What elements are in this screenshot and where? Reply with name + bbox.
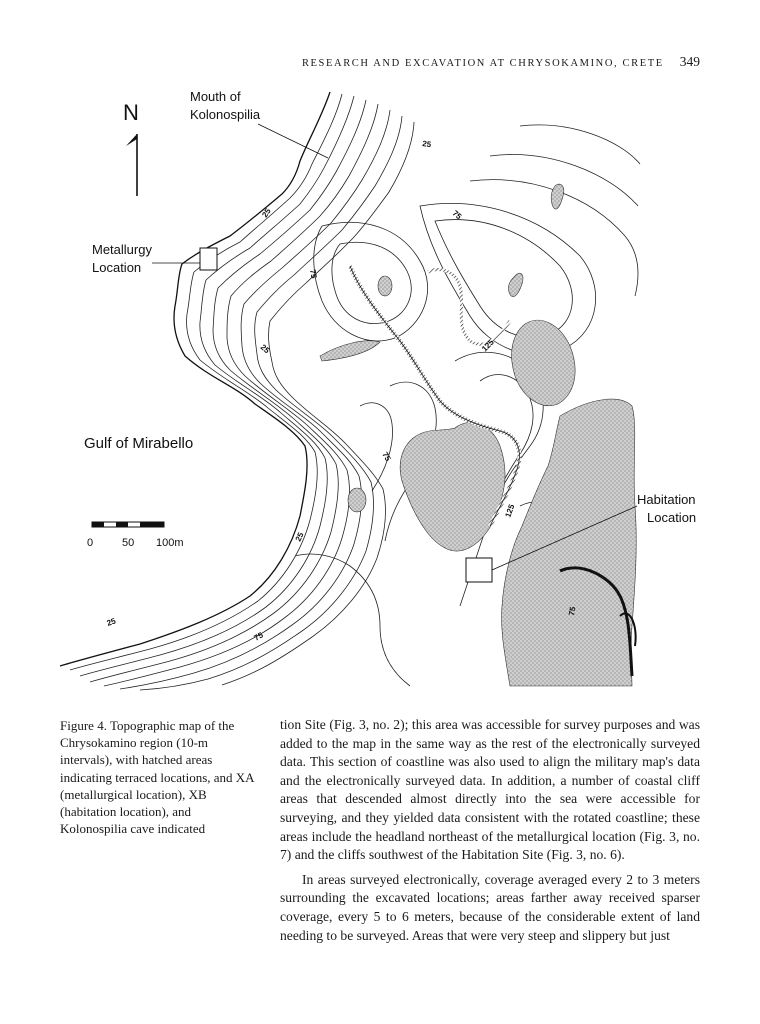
habitation-label-line2: Location [647,510,697,525]
scale-label-50: 50 [122,537,135,549]
habitation-label-line1: Habitation [637,492,696,507]
contour-label: 25 [293,530,306,543]
coastline [60,92,330,666]
contour-label: 75 [380,450,393,463]
metallurgy-label-line2: Location [92,260,142,275]
north-label: N [123,100,139,125]
scale-label-100m: 100m [156,537,184,549]
contour-label: 25 [421,139,432,150]
contour-label: 75 [252,630,265,643]
contour-labels [106,139,578,643]
contour-label: 125 [480,337,496,354]
mouth-label-line1: Mouth of [190,89,241,104]
terraced-areas [320,184,636,686]
scale-label-0: 0 [87,537,94,549]
figure-caption: Figure 4. Topographic map of the Chrysokamino region (10-m intervals), with hatched areas indicating terraced locations, and XA (metallurgical location), XB (habitation location), and Kolonospilia cave indicated [60,718,254,837]
scale-bar [87,522,184,549]
contour-label: 25 [258,342,272,356]
running-title: RESEARCH AND EXCAVATION AT CHRYSOKAMINO, CRETE [301,58,664,69]
contour-label: 25 [260,206,273,220]
north-arrow [123,100,139,196]
paragraph: In areas surveyed electronically, coverage averaged every 2 to 3 meters surrounding the excavated locations; areas farther away received sparser coverage, every 5 to 6 meters, because of the considerable extent of land needing to be surveyed. Areas that were very steep and slippery but just [280,871,700,943]
gulf-label: Gulf of Mirabello [84,435,194,452]
body-text [280,716,700,945]
contour-label: 75 [450,208,464,222]
paragraph: tion Site (Fig. 3, no. 2); this area was accessible for survey purposes and was added to the map in the same way as the rest of the electronically surveyed data. This section of coastline was also used to align the military map's data and the electronically surveyed data. In addition, a number of coastal cliff areas that descended almost directly into the sea were accessible for surveying, and they yielded data consistent with the rotated coastline; these areas include the headland northeast of the metallurgical location (Fig. 3, no. 7) and the cliffs southwest of the Habitation Site (Fig. 3, no. 6). [280,717,700,863]
habitation-site-marker [466,558,492,582]
contour-label: 25 [105,616,118,628]
mouth-label-line2: Kolonospilia [190,107,261,122]
contour-label: 125 [503,503,517,519]
metallurgy-label-line1: Metallurgy [92,242,152,257]
metallurgy-site-marker [200,248,217,270]
page-number: 349 [679,54,700,69]
contour-label: 75 [567,606,578,617]
topographic-map [60,86,697,690]
running-head [270,54,700,70]
contour-label: 75 [308,268,319,280]
